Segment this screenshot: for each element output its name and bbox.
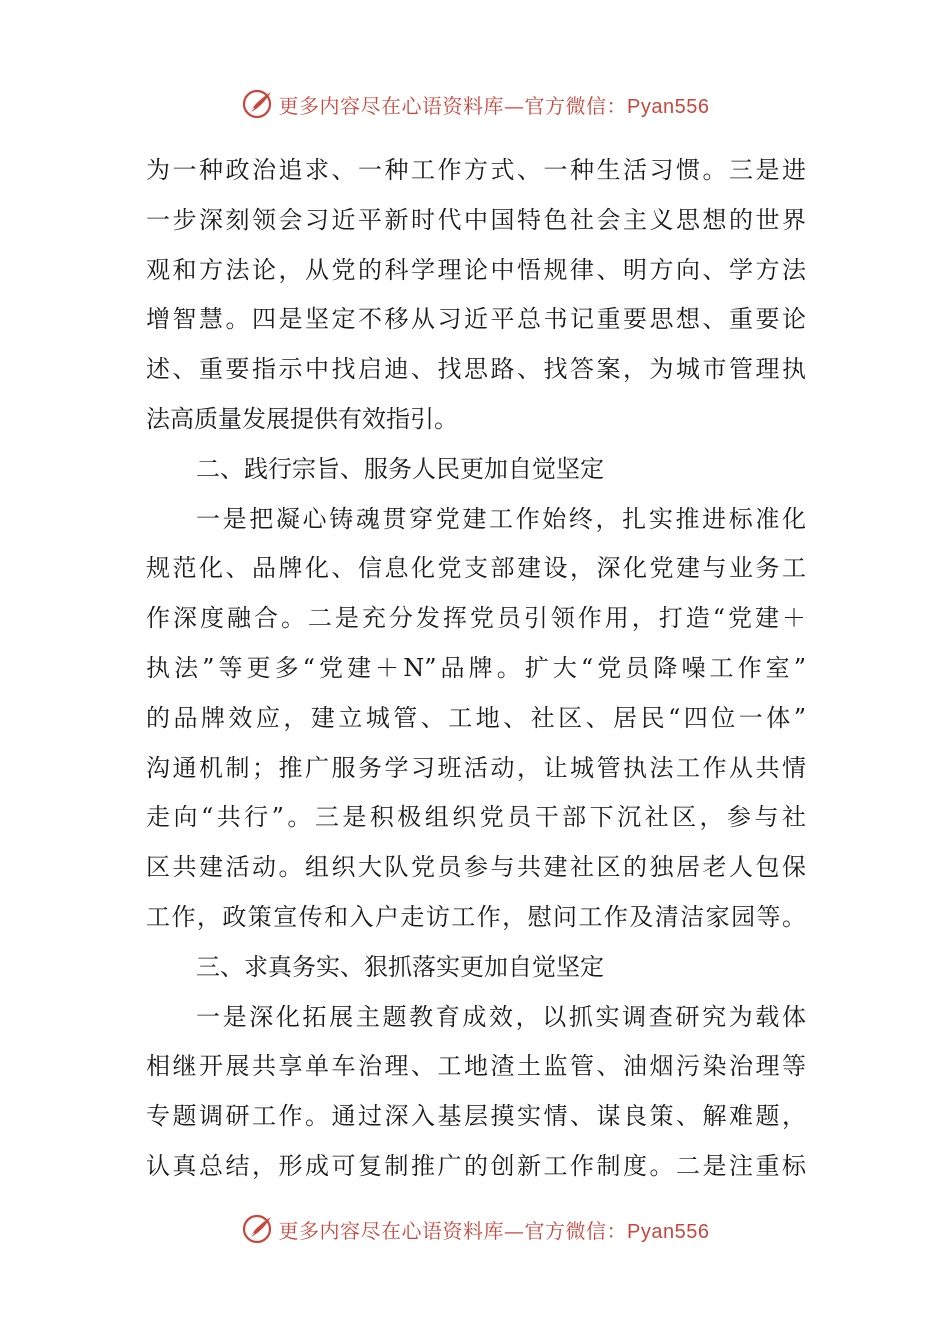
body-line: 一是深化拓展主题教育成效，以抓实调查研究为载体 xyxy=(196,1002,806,1031)
body-line: 法高质量发展提供有效指引。 xyxy=(146,404,458,433)
body-line: 为一种政治追求、一种工作方式、一种生活习惯。三是进 xyxy=(146,156,806,184)
body-line: 沟通机制；推广服务学习班活动，让城管执法工作从共情 xyxy=(146,753,806,782)
body-line: 作深度融合。二是充分发挥党员引领作用，打造“党建＋ xyxy=(146,604,806,633)
quill-pen-logo-icon xyxy=(241,87,275,121)
body-line: 认真总结，形成可复制推广的创新工作制度。二是注重标 xyxy=(146,1151,806,1180)
body-line: 专题调研工作。通过深入基层摸实情、谋良策、解难题， xyxy=(146,1102,806,1131)
body-line: 的品牌效应，建立城管、工地、社区、居民“四位一体” xyxy=(146,703,806,732)
body-line: 二、践行宗旨、服务人民更加自觉坚定 xyxy=(196,454,604,483)
body-line: 三、求真务实、狠抓落实更加自觉坚定 xyxy=(196,952,604,981)
banner-text: 更多内容尽在心语资料库—官方微信：Pyan556 xyxy=(278,1218,710,1243)
body-line: 规范化、品牌化、信息化党支部建设，深化党建与业务工 xyxy=(146,554,806,583)
body-line: 一步深刻领会习近平新时代中国特色社会主义思想的世界 xyxy=(146,205,806,234)
body-line: 区共建活动。组织大队党员参与共建社区的独居老人包保 xyxy=(146,853,806,882)
body-line: 走向“共行”。三是积极组织党员干部下沉社区，参与社 xyxy=(146,803,806,832)
document-body xyxy=(146,146,806,1192)
body-line: 观和方法论，从党的科学理论中悟规律、明方向、学方法 xyxy=(146,255,806,284)
body-line: 述、重要指示中找启迪、找思路、找答案，为城市管理执 xyxy=(146,355,806,384)
body-line: 工作，政策宣传和入户走访工作，慰问工作及清洁家园等。 xyxy=(146,902,806,931)
footer-banner xyxy=(0,1209,950,1249)
quill-pen-logo-icon xyxy=(241,1212,275,1246)
body-line: 相继开展共享单车治理、工地渣土监管、油烟污染治理等 xyxy=(146,1052,806,1081)
body-line: 增智慧。四是坚定不移从习近平总书记重要思想、重要论 xyxy=(146,305,806,334)
body-line: 执法”等更多“党建＋N”品牌。扩大“党员降噪工作室” xyxy=(146,653,806,682)
header-banner xyxy=(0,84,950,124)
banner-text: 更多内容尽在心语资料库—官方微信：Pyan556 xyxy=(278,93,710,118)
body-line: 一是把凝心铸魂贯穿党建工作始终，扎实推进标准化 xyxy=(196,504,806,533)
